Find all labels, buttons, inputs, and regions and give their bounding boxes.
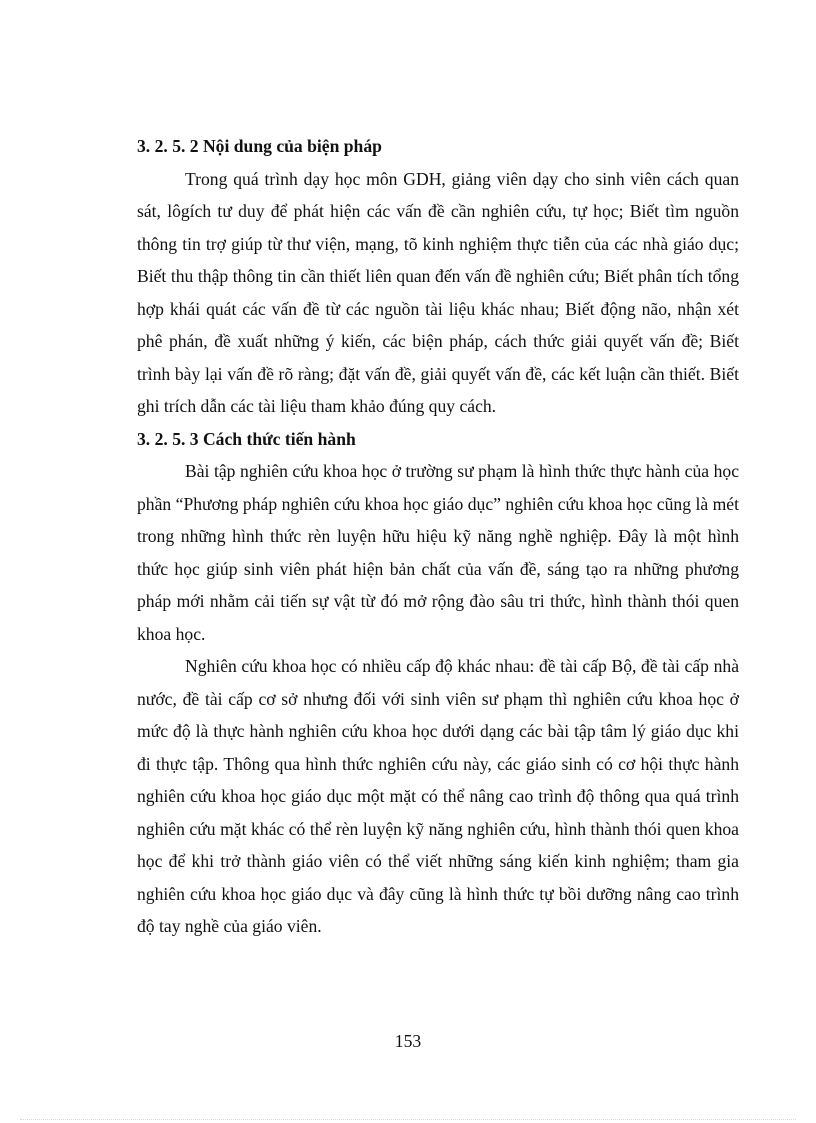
section-heading-procedure: 3. 2. 5. 3 Cách thức tiến hành [137, 428, 356, 449]
paragraph-procedure-2: Nghiên cứu khoa học có nhiều cấp độ khác nhau: đề tài cấp Bộ, đề tài cấp nhà nước, đề tài cấp cơ sở nhưng đối với sinh viên sư phạm thì nghiên cứu khoa học ở mức độ là thực hành nghiên cứu khoa học dưới dạng các bài tập tâm lý giáo dục khi đi thực tập. Thông qua hình thức nghiên cứu này, các giáo sinh có cơ hội thực hành nghiên cứu khoa học giáo dục một mặt có thể nâng cao trình độ thông qua quá trình nghiên cứu mặt khác có thể rèn luyện kỹ năng nghiên cứu, hình thành thói quen khoa học để khi trở thành giáo viên có thể viết những sáng kiến kinh nghiệm; tham gia nghiên cứu khoa học giáo dục và đây cũng là hình thức tự bồi dưỡng nâng cao trình độ tay nghề của giáo viên. [137, 656, 739, 936]
paragraph-procedure-1: Bài tập nghiên cứu khoa học ở trường sư phạm là hình thức thực hành của học phần “Phương pháp nghiên cứu khoa học giáo dục” nghiên cứu khoa học cũng là mét trong những hình thức rèn luyện hữu hiệu kỹ năng nghề nghiệp. Đây là một hình thức học giúp sinh viên phát hiện bản chất của vấn đề, sáng tạo ra những phương pháp mới nhằm cải tiến sự vật từ đó mở rộng đào sâu tri thức, hình thành thói quen khoa học. [137, 461, 739, 644]
paragraph-content: Trong quá trình dạy học môn GDH, giảng viên dạy cho sinh viên cách quan sát, lôgích tư duy để phát hiện các vấn đề cần nghiên cứu, tự học; Biết tìm nguồn thông tin trợ giúp từ thư viện, mạng, tõ kinh nghiệm thực tiễn của các nhà giáo dục; Biết thu thập thông tin cần thiết liên quan đến vấn đề nghiên cứu; Biết phân tích tổng hợp khái quát các vấn đề từ các nguồn tài liệu khác nhau; Biết động não, nhận xét phê phán, đề xuất những ý kiến, các biện pháp, cách thức giải quyết vấn đề; Biết trình bày lại vấn đề rõ ràng; đặt vấn đề, giải quyết vấn đề, các kết luận cần thiết. Biết ghi trích dẫn các tài liệu tham khảo đúng quy cách. [137, 168, 739, 416]
page-body [137, 130, 739, 943]
page-number: 153 [394, 1031, 422, 1051]
section-heading-content: 3. 2. 5. 2 Nội dung của biện pháp [137, 136, 382, 156]
page-bottom-divider [20, 1119, 796, 1120]
